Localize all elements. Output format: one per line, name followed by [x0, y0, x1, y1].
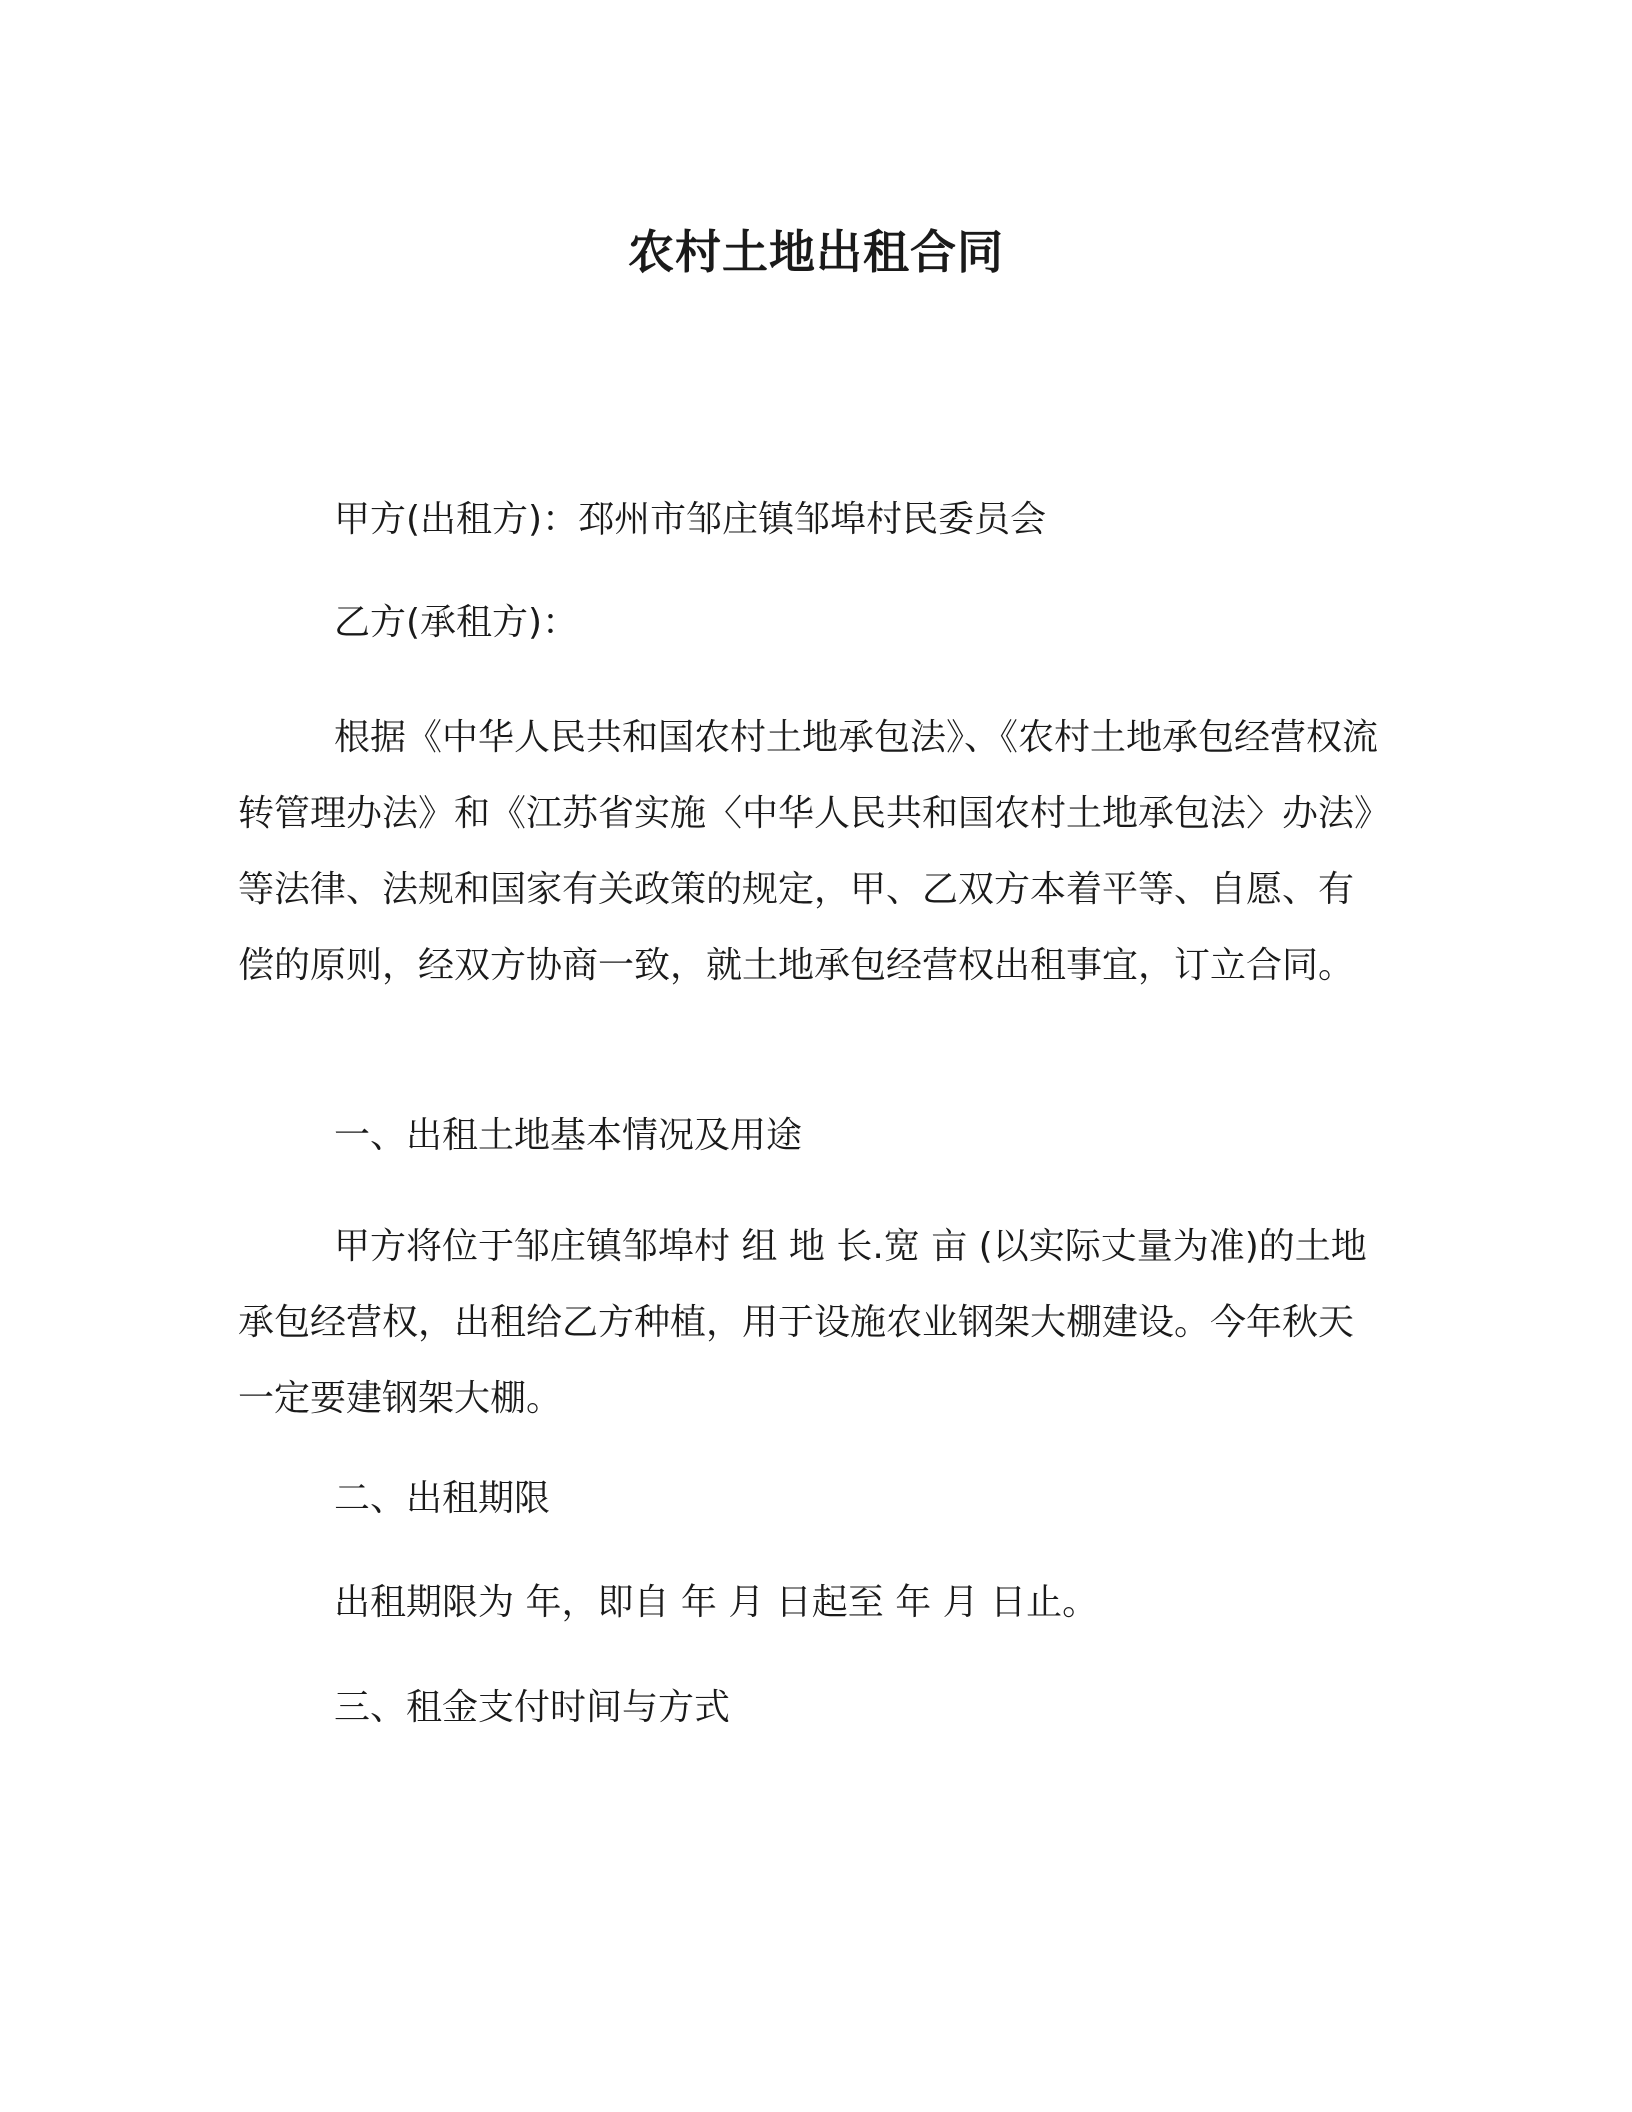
- section-2-text: 出租期限为 年，即自 年 月 日起至 年 月 日止。: [334, 1582, 1099, 1623]
- party-a-line: 甲方(出租方)：邳州市邹庄镇邹埠村民委员会: [334, 499, 1047, 540]
- section-3-heading: 三、租金支付时间与方式: [334, 1687, 731, 1728]
- party-b-line: 乙方(承租方)：: [334, 602, 579, 643]
- preamble-paragraph: [238, 700, 1384, 1004]
- section-1-text: 甲方将位于邹庄镇邹埠村 组 地 长.宽 亩 (以实际丈量为准)的土地承包经营权，出租给乙方种植，用于设施农业钢架大棚建设。今年秋天一定要建钢架大棚。: [238, 1226, 1367, 1419]
- section-2-heading: 二、出租期限: [334, 1478, 551, 1519]
- preamble-text: 根据《中华人民共和国农村土地承包法》、《农村土地承包经营权流转管理办法》和《江苏省实施〈中华人民共和国农村土地承包法〉办法》等法律、法规和国家有关政策的规定，甲、乙双方本着平等、自愿、有偿的原则，经双方协商一致，就土地承包经营权出租事宜，订立合同。: [238, 717, 1379, 986]
- document-title: 农村土地出租合同: [628, 225, 1004, 279]
- section-1-paragraph: [238, 1209, 1384, 1437]
- section-1-heading: 一、出租土地基本情况及用途: [334, 1115, 803, 1156]
